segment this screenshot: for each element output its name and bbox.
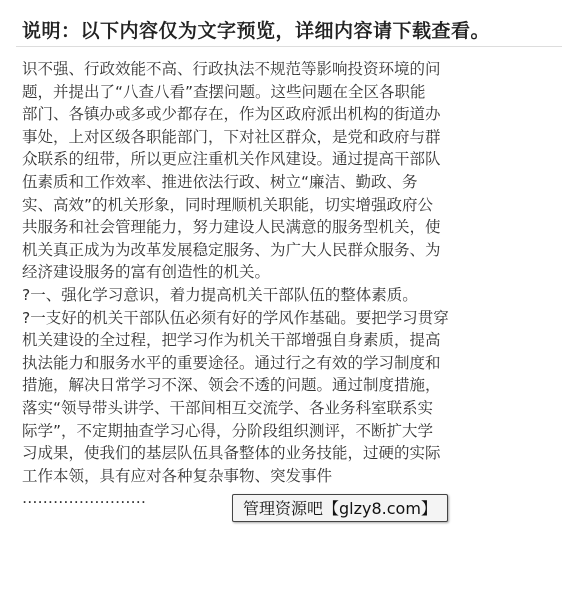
body-line: 实、高效”的机关形象，同时理顺机关职能，切实增强政府公 (22, 195, 434, 214)
body-line: ?一支好的机关干部队伍必须有好的学风作基础。要把学习贯穿 (22, 308, 449, 327)
body-line: 际学”，不定期抽查学习心得，分阶段组织测评，不断扩大学 (22, 421, 434, 440)
preview-notice-title: 说明：以下内容仅为文字预览，详细内容请下载查看。 (22, 20, 491, 42)
body-line: 部门、各镇办或多或少都存在，作为区政府派出机构的街道办 (22, 105, 441, 124)
body-line: 识不强、行政效能不高、行政执法不规范等影响投资环境的问 (22, 60, 441, 78)
body-line: 执法能力和服务水平的重要途径。通过行之有效的学习制度和 (22, 353, 441, 372)
body-line: 共服务和社会管理能力，努力建设人民满意的服务型机关，使 (22, 218, 441, 237)
body-line: 落实“领导带头讲学、干部间相互交流学、各业务科室联系实 (22, 398, 434, 417)
truncation-ellipsis: …………………… (22, 489, 146, 508)
body-line: 机关建设的全过程，把学习作为机关干部增强自身素质，提高 (22, 331, 441, 350)
body-line: 众联系的纽带，所以更应注重机关作风建设。通过提高干部队 (22, 150, 441, 169)
document-body (22, 58, 552, 510)
body-line: 措施，解决日常学习不深、领会不透的问题。通过制度措施， (22, 376, 441, 395)
body-line: 伍素质和工作效率、推进依法行政、树立“廉洁、勤政、务 (22, 172, 418, 191)
body-line: 经济建设服务的富有创造性的机关。 (22, 263, 271, 282)
body-line: 机关真正成为为改革发展稳定服务、为广大人民群众服务、为 (22, 240, 441, 259)
header-divider (16, 46, 562, 47)
body-line: 事处，上对区级各职能部门，下对社区群众，是党和政府与群 (22, 127, 441, 146)
site-watermark-badge: 管理资源吧【glzy8.com】 (232, 494, 448, 522)
section-heading: ?一、强化学习意识，着力提高机关干部队伍的整体素质。 (22, 285, 418, 304)
body-line: 题，并提出了“八查八看”查摆问题。这些问题在全区各职能 (22, 82, 426, 101)
body-line: 工作本领，具有应对各种复杂事物、突发事件 (22, 466, 333, 485)
body-line: 习成果，使我们的基层队伍具备整体的业务技能，过硬的实际 (22, 444, 441, 463)
